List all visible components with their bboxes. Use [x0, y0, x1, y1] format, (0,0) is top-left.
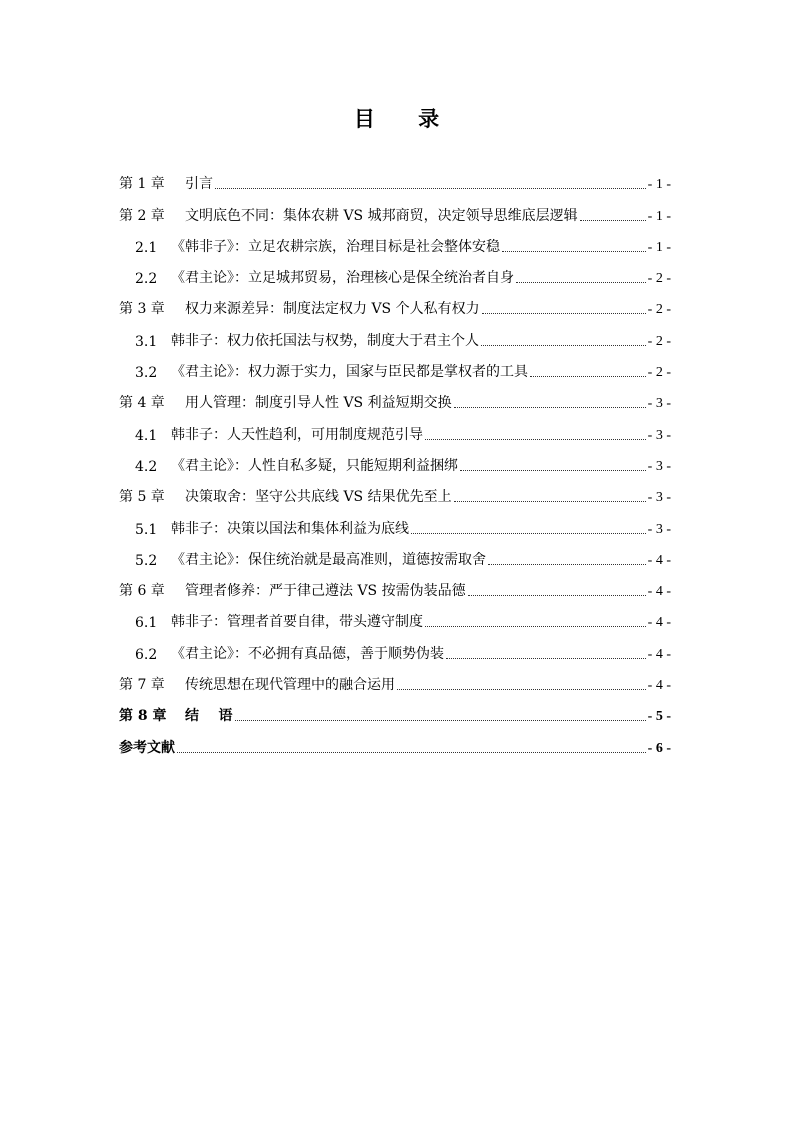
dot-leader: [235, 719, 646, 721]
toc-entry-title: 结 语: [185, 708, 233, 725]
toc-entry[interactable]: [119, 538, 671, 569]
dot-leader: [482, 312, 646, 314]
dot-leader: [454, 500, 646, 502]
toc-entry[interactable]: [119, 600, 671, 631]
dot-leader: [468, 594, 646, 596]
toc-entry[interactable]: [119, 444, 671, 475]
toc-entry[interactable]: [119, 412, 671, 443]
toc-entry[interactable]: [119, 631, 671, 662]
toc-entry-page: - 1 -: [647, 239, 671, 255]
toc-entry-title: 权力来源差异：制度法定权力 VS 个人私有权力: [185, 301, 480, 318]
toc-entry[interactable]: [119, 475, 671, 506]
toc-entry-page: - 5 -: [647, 709, 671, 725]
toc-entry-number: 第 5 章: [119, 489, 165, 506]
dot-leader: [488, 563, 646, 565]
toc-entry-number: 5.1: [135, 521, 158, 538]
toc-entry-number: 5.2: [135, 552, 158, 569]
dot-leader: [411, 532, 646, 534]
toc-entry[interactable]: [119, 162, 671, 193]
toc-entry-title: 韩非子：人天性趋利，可用制度规范引导: [171, 426, 423, 443]
dot-leader: [177, 751, 646, 753]
toc-entry-page: - 1 -: [647, 177, 671, 193]
toc-entry[interactable]: [119, 569, 671, 600]
toc-entry-page: - 4 -: [647, 646, 671, 662]
dot-leader: [530, 375, 646, 377]
toc-entry-title: 《君主论》：不必拥有真品德，善于顺势伪装: [171, 645, 444, 662]
toc-entry-page: - 2 -: [647, 365, 671, 381]
toc-entry-title: 《韩非子》：立足农耕宗族，治理目标是社会整体安稳: [171, 238, 500, 255]
toc-entry-title: 韩非子：管理者首要自律，带头遵守制度: [171, 614, 423, 631]
toc-entry[interactable]: [119, 381, 671, 412]
dot-leader: [460, 469, 646, 471]
toc-entry-page: - 3 -: [647, 396, 671, 412]
toc-entry-number: 第 4 章: [119, 395, 165, 412]
toc-entry-number: 第 7 章: [119, 677, 165, 694]
toc-entry-title: 引言: [185, 176, 213, 193]
toc-entry[interactable]: [119, 287, 671, 318]
toc-entry[interactable]: [119, 225, 671, 256]
toc-entry-number: 6.1: [135, 615, 158, 632]
toc-entry-title: 《君主论》：保住统治就是最高准则，道德按需取舍: [171, 551, 486, 568]
toc-entry[interactable]: [119, 506, 671, 537]
dot-leader: [454, 406, 646, 408]
toc-entry[interactable]: [119, 350, 671, 381]
toc-entry-page: - 2 -: [647, 333, 671, 349]
toc-entry-page: - 4 -: [647, 615, 671, 631]
toc-entry-number: 第 3 章: [119, 301, 165, 318]
toc-entry-page: - 1 -: [647, 208, 671, 224]
dot-leader: [425, 438, 646, 440]
table-of-contents: [119, 162, 671, 757]
toc-entry[interactable]: [119, 694, 671, 725]
toc-entry-number: 3.1: [135, 333, 158, 350]
toc-entry-page: - 4 -: [647, 584, 671, 600]
toc-entry-page: - 2 -: [647, 302, 671, 318]
toc-entry[interactable]: [119, 193, 671, 224]
toc-entry-page: - 4 -: [647, 678, 671, 694]
toc-entry-page: - 2 -: [647, 271, 671, 287]
dot-leader: [215, 187, 646, 189]
toc-entry-title: 参考文献: [119, 739, 175, 756]
toc-entry-number: 第 2 章: [119, 207, 165, 224]
toc-entry-number: 第 6 章: [119, 583, 165, 600]
toc-entry-number: 3.2: [135, 365, 158, 382]
toc-entry-title: 《君主论》：权力源于实力，国家与臣民都是掌权者的工具: [171, 364, 528, 381]
dot-leader: [516, 281, 646, 283]
toc-entry[interactable]: [119, 663, 671, 694]
toc-entry-title: 韩非子：决策以国法和集体利益为底线: [171, 520, 409, 537]
toc-entry-title: 《君主论》：人性自私多疑，只能短期利益捆绑: [171, 457, 458, 474]
toc-entry-page: - 3 -: [647, 490, 671, 506]
toc-entry-number: 6.2: [135, 646, 158, 663]
toc-title: 目 录: [353, 106, 458, 131]
dot-leader: [481, 344, 646, 346]
toc-entry-title: 决策取舍：坚守公共底线 VS 结果优先至上: [185, 489, 452, 506]
toc-entry-page: - 4 -: [647, 552, 671, 568]
toc-entry-page: - 3 -: [647, 427, 671, 443]
toc-entry[interactable]: [119, 318, 671, 349]
toc-entry[interactable]: [119, 256, 671, 287]
toc-entry[interactable]: [119, 725, 671, 756]
toc-entry-number: 4.1: [135, 427, 158, 444]
toc-entry-number: 2.2: [135, 271, 158, 288]
toc-entry-title: 韩非子：权力依托国法与权势，制度大于君主个人: [171, 332, 479, 349]
toc-entry-number: 4.2: [135, 458, 158, 475]
toc-entry-title: 传统思想在现代管理中的融合运用: [185, 677, 395, 694]
toc-entry-number: 第 8 章: [119, 708, 167, 725]
dot-leader: [580, 219, 646, 221]
toc-entry-number: 2.1: [135, 239, 158, 256]
toc-entry-number: 第 1 章: [119, 176, 165, 193]
toc-entry-page: - 3 -: [647, 521, 671, 537]
toc-entry-page: - 3 -: [647, 458, 671, 474]
dot-leader: [425, 625, 646, 627]
toc-entry-title: 用人管理：制度引导人性 VS 利益短期交换: [185, 395, 452, 412]
dot-leader: [397, 688, 646, 690]
dot-leader: [502, 250, 646, 252]
dot-leader: [446, 657, 646, 659]
toc-entry-title: 管理者修养：严于律己遵法 VS 按需伪装品德: [185, 583, 466, 600]
toc-entry-title: 《君主论》：立足城邦贸易，治理核心是保全统治者自身: [171, 270, 514, 287]
toc-entry-title: 文明底色不同：集体农耕 VS 城邦商贸，决定领导思维底层逻辑: [185, 207, 578, 224]
toc-entry-page: - 6 -: [647, 740, 671, 756]
